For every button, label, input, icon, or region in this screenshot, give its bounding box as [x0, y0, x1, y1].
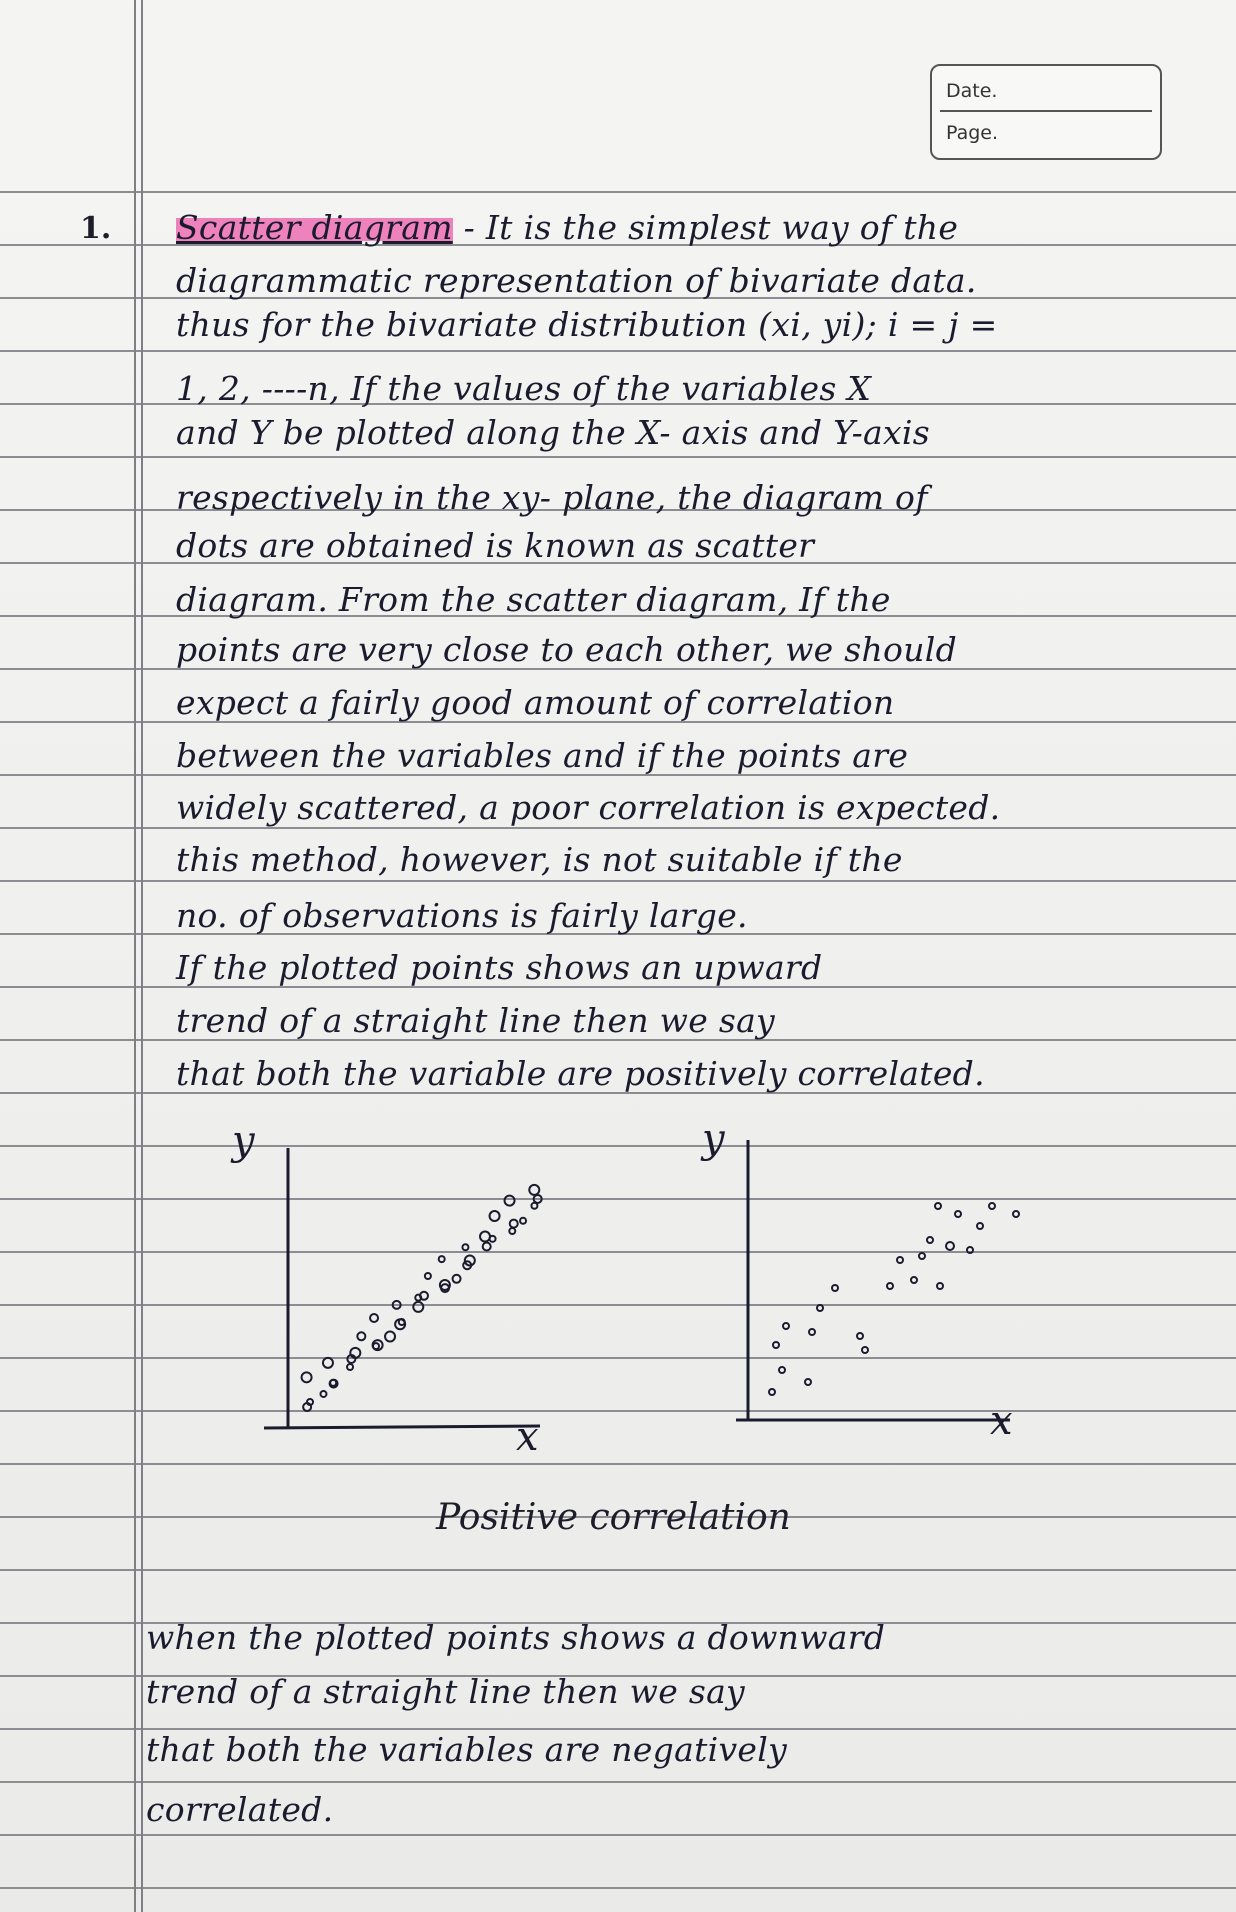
left-plot-point: [323, 1358, 333, 1368]
left-plot-point: [370, 1314, 378, 1322]
right-plot-point: [805, 1379, 811, 1385]
question-number: 1.: [80, 211, 112, 246]
left-plot-point: [393, 1301, 401, 1309]
paragraph-2-line: trend of a straight line then we say: [146, 1672, 745, 1711]
right-plot-point: [809, 1329, 815, 1335]
left-plot-point: [490, 1211, 500, 1221]
left-plot-y-label: y: [232, 1118, 255, 1164]
right-plot-point: [857, 1333, 863, 1339]
right-plot-point: [887, 1283, 893, 1289]
left-plot-point: [510, 1220, 518, 1228]
left-plot-x-label: x: [516, 1414, 539, 1460]
right-plot-point: [927, 1237, 933, 1243]
left-plot-point: [505, 1196, 515, 1206]
left-plot-point: [413, 1302, 423, 1312]
right-plot-point: [897, 1257, 903, 1263]
date-page-box: [930, 64, 1162, 160]
right-plot-point: [779, 1367, 785, 1373]
right-plot-y-label: y: [702, 1116, 725, 1162]
heading-term: Scatter diagram: [176, 208, 453, 247]
right-plot-point: [769, 1389, 775, 1395]
date-label: Date.: [946, 80, 998, 102]
paragraph-1-line-1-text: - It is the simplest way of the: [463, 208, 959, 247]
left-plot-point: [462, 1244, 468, 1250]
right-plot-x-label: x: [990, 1398, 1013, 1444]
paragraph-1-line: between the variables and if the points are: [176, 736, 909, 775]
right-plot-point: [817, 1305, 823, 1311]
left-plot-point: [531, 1203, 537, 1209]
left-plot-point: [302, 1372, 312, 1382]
left-plot-point: [529, 1185, 539, 1195]
paragraph-2-line: that both the variables are negatively: [146, 1730, 788, 1769]
right-plot-point: [783, 1323, 789, 1329]
left-plot-point: [480, 1232, 490, 1242]
left-plot-point: [534, 1195, 542, 1203]
right-plot-point: [937, 1283, 943, 1289]
right-plot-point: [1013, 1211, 1019, 1217]
right-plot-point: [832, 1285, 838, 1291]
right-plot-point: [911, 1277, 917, 1283]
left-plot-point: [330, 1380, 336, 1386]
paragraph-1-line: 1, 2, ----n, If the values of the variables X: [176, 369, 872, 408]
paragraph-1-line: If the plotted points shows an upward: [176, 948, 823, 987]
right-plot-point: [862, 1347, 868, 1353]
left-plot-point: [483, 1243, 491, 1251]
right-plot-point: [773, 1342, 779, 1348]
left-plot-point: [357, 1332, 365, 1340]
right-plot-point: [935, 1203, 941, 1209]
left-plot-point: [439, 1256, 445, 1262]
figure-caption: Positive correlation: [436, 1497, 791, 1538]
paragraph-1-line: thus for the bivariate distribution (xi, yi); i = j =: [176, 305, 998, 344]
right-plot-point: [977, 1223, 983, 1229]
paragraph-1-line: points are very close to each other, we should: [176, 630, 958, 669]
left-plot-point: [490, 1236, 496, 1242]
paragraph-1-line: respectively in the xy- plane, the diagram of: [176, 478, 928, 517]
left-plot-point: [453, 1275, 461, 1283]
left-plot-point: [509, 1228, 515, 1234]
left-plot-x-axis: [264, 1426, 540, 1428]
left-plot-point: [425, 1273, 431, 1279]
right-plot-point: [967, 1247, 973, 1253]
paragraph-1-line: trend of a straight line then we say: [176, 1001, 775, 1040]
scatter-plot-positive: [240, 1130, 600, 1460]
right-plot-point: [946, 1242, 954, 1250]
paragraph-1-line: dots are obtained is known as scatter: [176, 526, 815, 565]
left-plot-point: [385, 1332, 395, 1342]
paragraph-1-line: diagrammatic representation of bivariate data.: [176, 261, 977, 300]
paragraph-1-line: diagram. From the scatter diagram, If the: [176, 580, 891, 619]
paragraph-1-line: that both the variable are positively correlated.: [176, 1054, 985, 1093]
paragraph-1-line: this method, however, is not suitable if the: [176, 840, 903, 879]
paragraph-2-line: correlated.: [146, 1790, 334, 1829]
margin-line-1: [134, 0, 136, 1912]
right-plot-point: [955, 1211, 961, 1217]
paragraph-1-line: and Y be plotted along the X- axis and Y-axis: [176, 413, 931, 452]
paragraph-1-line: widely scattered, a poor correlation is expected.: [176, 788, 1001, 827]
paragraph-1-line: no. of observations is fairly large.: [176, 896, 748, 935]
left-plot-point: [520, 1218, 526, 1224]
paragraph-1-line-1: [176, 208, 958, 247]
date-box-divider: [940, 110, 1152, 112]
margin-line-2: [141, 0, 143, 1912]
page-label: Page.: [946, 122, 999, 144]
right-plot-point: [919, 1253, 925, 1259]
left-plot-point: [347, 1364, 353, 1370]
left-plot-point: [373, 1343, 379, 1349]
paragraph-2-line: when the plotted points shows a downward: [146, 1618, 886, 1657]
right-plot-point: [989, 1203, 995, 1209]
left-plot-point: [320, 1391, 326, 1397]
paragraph-1-line: expect a fairly good amount of correlation: [176, 683, 895, 722]
